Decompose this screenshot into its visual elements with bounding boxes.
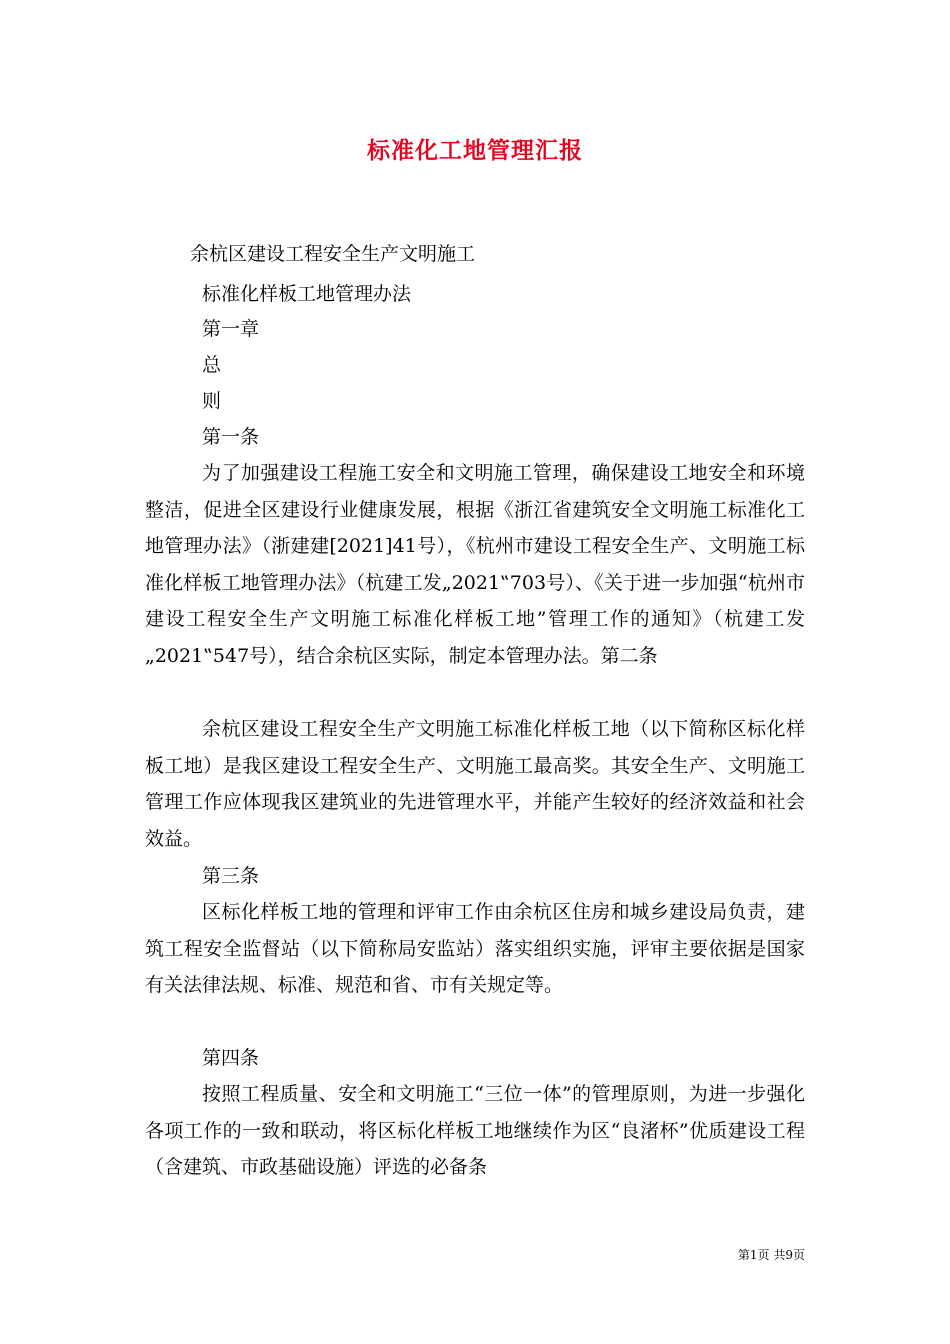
document-title: 标准化工地管理汇报 [367, 137, 583, 164]
paragraph-article-4: 按照工程质量、安全和文明施工“三位一体”的管理原则，为进一步强化各项工作的一致和联动，将区标化样板工地继续作为区“良渚杯”优质建设工程（含建筑、市政基础设施）评选的必备条 [145, 1083, 805, 1178]
heading-line-general-1: 总 [202, 354, 222, 376]
paragraph-article-3: 区标化样板工地的管理和评审工作由余杭区住房和城乡建设局负责，建筑工程安全监督站（以下简称局安监站）落实组织实施，评审主要依据是国家有关法律法规、标准、规范和省、市有关规定等。 [145, 901, 805, 996]
paragraph-article-4-heading: 第四条 [202, 1047, 260, 1069]
paragraph-article-1: 为了加强建设工程施工安全和文明施工管理，确保建设工地安全和环境整洁，促进全区建设行业健康发展，根据《浙江省建筑安全文明施工标准化工地管理办法》（浙建建[2021]41号），《杭州市建设工程安全生产、文明施工标准化样板工地管理办法》（杭建工发„2021‟703号）、《关于进一步加强“杭州市建设工程安全生产文明施工标准化样板工地”管理工作的通知》（杭建工发„2021‟547号），结合余杭区实际，制定本管理办法。第二条 [145, 462, 805, 667]
heading-line-article-1: 第一条 [202, 426, 260, 448]
page-number: 第1页 共9页 [737, 1248, 805, 1262]
heading-line-general-2: 则 [202, 390, 222, 412]
paragraph-article-2: 余杭区建设工程安全生产文明施工标准化样板工地（以下简称区标化样板工地）是我区建设工程安全生产、文明施工最高奖。其安全生产、文明施工管理工作应体现我区建筑业的先进管理水平，并能产生较好的经济效益和社会效益。 [145, 718, 805, 850]
paragraph-article-3-heading: 第三条 [202, 865, 260, 887]
heading-line-chapter: 第一章 [202, 318, 260, 340]
heading-line-district: 余杭区建设工程安全生产文明施工 [190, 243, 476, 265]
heading-line-regulation: 标准化样板工地管理办法 [202, 283, 412, 305]
